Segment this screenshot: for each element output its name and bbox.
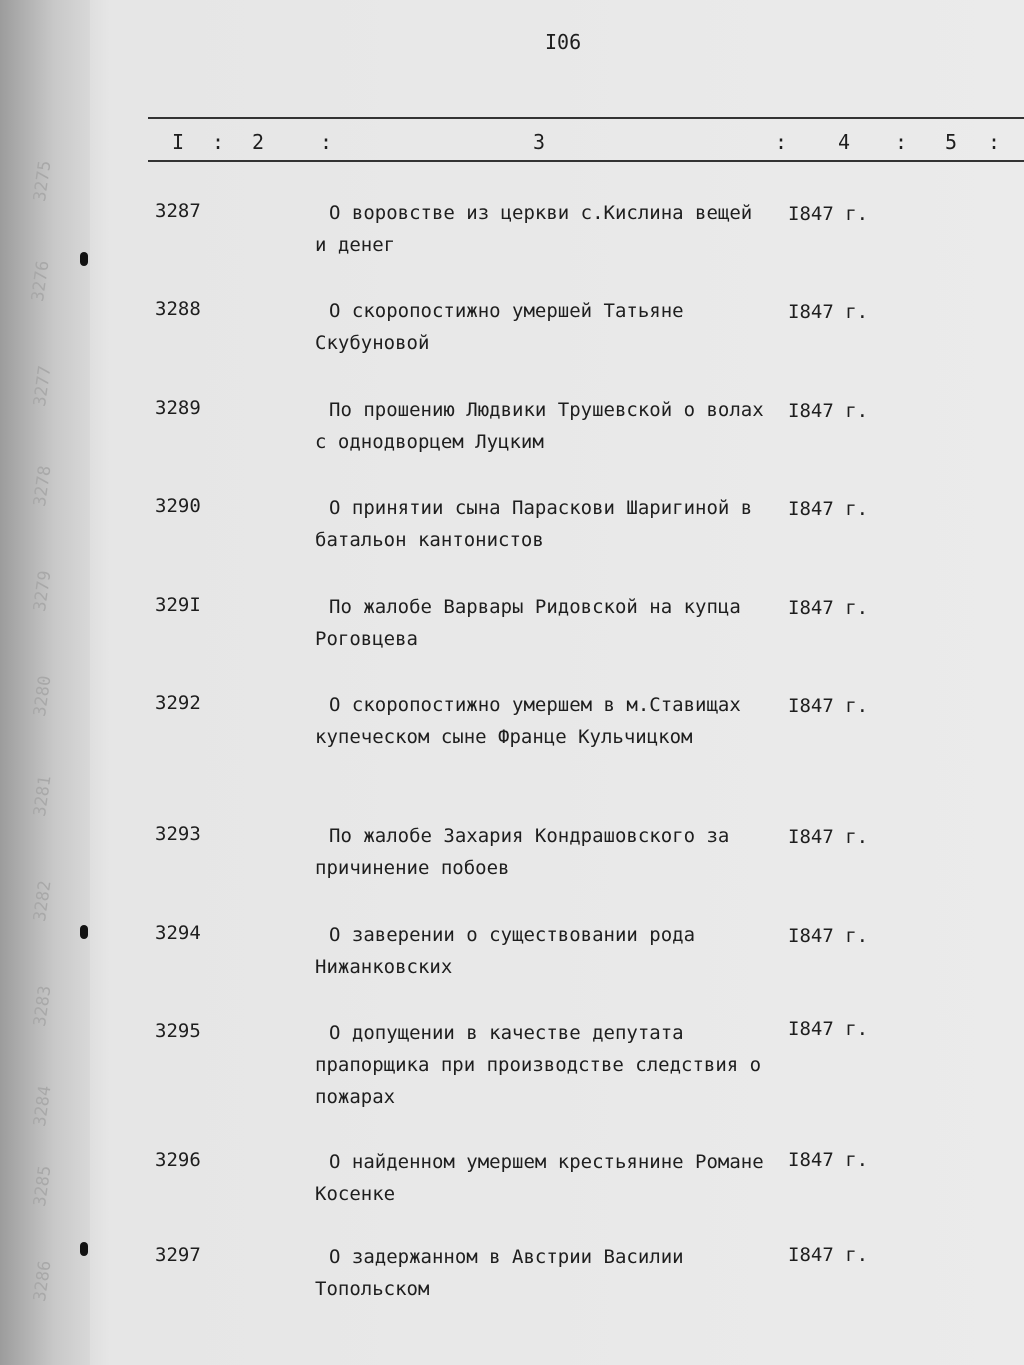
binding-hole [80,1242,88,1256]
case-description: О заверении о существовании рода Нижанковских [315,924,696,978]
case-number: 3294 [155,922,201,944]
case-number: 3289 [155,397,201,419]
bleed-number: 3278 [30,464,56,508]
case-number: 3296 [155,1149,201,1171]
col-separator: : [988,130,1001,154]
case-description: О скоропостижно умершей Татьяне Скубуновой [315,300,684,354]
case-year: I847 г. [788,1149,869,1171]
case-year: I847 г. [788,826,869,848]
bleed-number: 3281 [30,774,56,818]
case-description: О найденном умершем крестьянине Романе Косенке [315,1151,764,1205]
page-number: I06 [545,30,582,54]
header-bottom-rule [148,160,1024,162]
binding-hole [80,252,88,266]
bleed-number: 3280 [30,674,56,718]
bleed-number: 3285 [30,1164,56,1208]
bleed-number: 3282 [30,879,56,923]
bleed-number: 3283 [30,984,56,1028]
case-year: I847 г. [788,203,869,225]
case-number: 3295 [155,1020,201,1042]
col-header-1: I [172,130,185,154]
case-year: I847 г. [788,597,869,619]
case-year: I847 г. [788,695,869,717]
case-description: О воровстве из церкви с.Кислина вещей и денег [315,202,753,256]
bleed-number: 3275 [30,159,56,203]
col-separator: : [212,130,225,154]
case-number: 3287 [155,200,201,222]
header-top-rule [148,117,1024,119]
case-description: О допущении в качестве депутата прапорщика при производстве следствия о пожарах [315,1022,762,1108]
col-separator: : [320,130,333,154]
case-description: О скоропостижно умершем в м.Ставищах купеческом сыне Франце Кульчицком [315,694,741,748]
case-year: I847 г. [788,1018,869,1040]
bleed-number: 3286 [30,1259,56,1303]
case-description: О принятии сына Параскови Шаригиной в батальон кантонистов [315,497,753,551]
case-year: I847 г. [788,925,869,947]
case-number: 3288 [155,298,201,320]
case-description: По прошению Людвики Трушевской о волах с однодворцем Луцким [315,399,764,453]
case-number: 329I [155,594,201,616]
col-header-3: 3 [533,130,546,154]
col-header-2: 2 [252,130,265,154]
case-year: I847 г. [788,1244,869,1266]
col-header-4: 4 [838,130,851,154]
case-description: По жалобе Захария Кондрашовского за причинение побоев [315,825,730,879]
col-separator: : [895,130,908,154]
case-number: 3297 [155,1244,201,1266]
case-number: 3293 [155,823,201,845]
case-number: 3292 [155,692,201,714]
case-year: I847 г. [788,498,869,520]
binding-hole [80,925,88,939]
col-header-5: 5 [945,130,958,154]
case-year: I847 г. [788,400,869,422]
bleed-number: 3284 [30,1084,56,1128]
case-year: I847 г. [788,301,869,323]
bleed-number: 3277 [30,364,56,408]
case-description: О задержанном в Австрии Василии Топольском [315,1246,684,1300]
col-separator: : [775,130,788,154]
case-number: 3290 [155,495,201,517]
bleed-number: 3276 [28,259,54,303]
case-description: По жалобе Варвары Ридовской на купца Роговцева [315,596,741,650]
bleed-number: 3279 [30,569,56,613]
